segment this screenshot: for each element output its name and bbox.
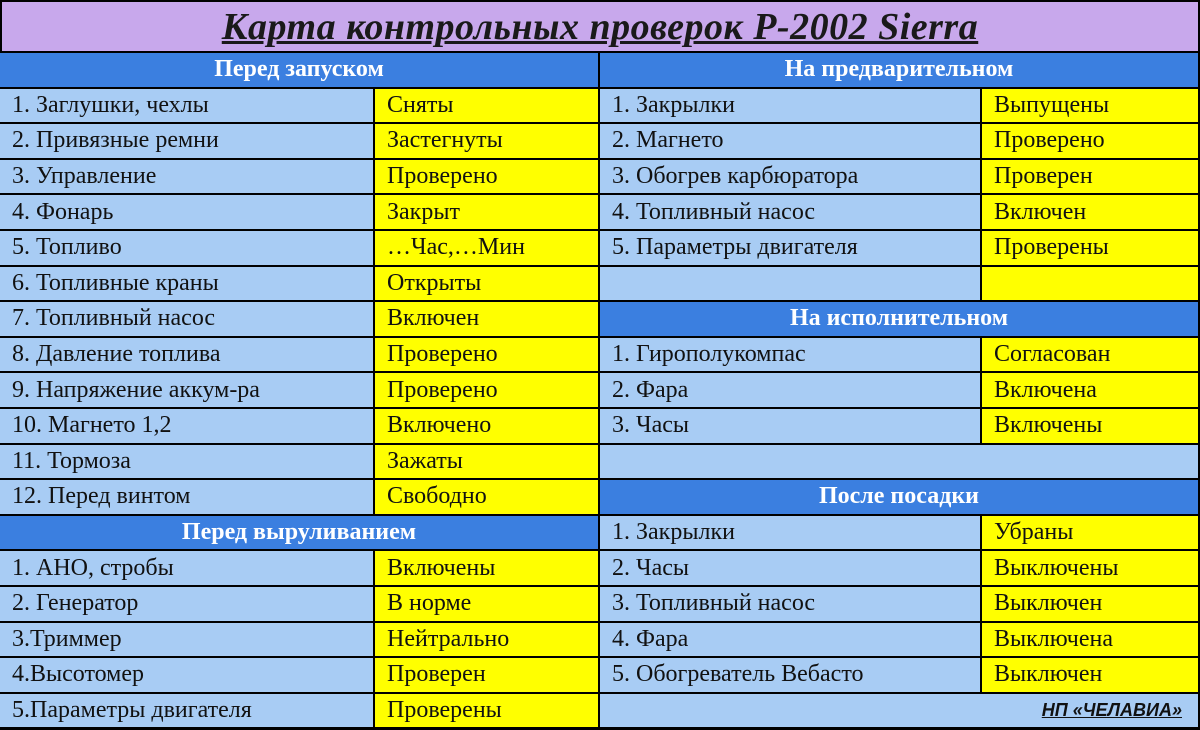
item-label: 2. Фара xyxy=(600,373,982,409)
item-value: Включена xyxy=(982,373,1200,409)
item-value: Выключен xyxy=(982,658,1200,694)
item-label: 6. Топливные краны xyxy=(0,267,375,303)
item-label: 2. Часы xyxy=(600,551,982,587)
item-value: Проверено xyxy=(982,124,1200,160)
item-label: 8. Давление топлива xyxy=(0,338,375,374)
item-value: Проверены xyxy=(375,694,600,730)
item-value: Проверено xyxy=(375,160,600,196)
item-value: Согласован xyxy=(982,338,1200,374)
organization-brand: НП «ЧЕЛАВИА» xyxy=(600,694,1200,730)
checklist-title-bar xyxy=(0,0,1200,53)
item-label: 3. Часы xyxy=(600,409,982,445)
item-label: 10. Магнето 1,2 xyxy=(0,409,375,445)
item-label: 1. Закрылки xyxy=(600,516,982,552)
item-label: 1. Закрылки xyxy=(600,89,982,125)
checklist-title: Карта контрольных проверок Р-2002 Sierra xyxy=(221,5,979,48)
item-value: Выключены xyxy=(982,551,1200,587)
item-label: 5. Параметры двигателя xyxy=(600,231,982,267)
item-value: Зажаты xyxy=(375,445,600,481)
item-value: Проверено xyxy=(375,373,600,409)
section-header-executive: На исполнительном xyxy=(600,302,1200,338)
item-label: 3. Обогрев карбюратора xyxy=(600,160,982,196)
item-label: 5. Топливо xyxy=(0,231,375,267)
item-label: 3. Управление xyxy=(0,160,375,196)
item-value: Выключен xyxy=(982,587,1200,623)
item-label: 5.Параметры двигателя xyxy=(0,694,375,730)
item-label: 4. Топливный насос xyxy=(600,195,982,231)
item-label: 4. Фара xyxy=(600,623,982,659)
item-value: Сняты xyxy=(375,89,600,125)
item-label: 2. Генератор xyxy=(0,587,375,623)
item-value: Проверен xyxy=(982,160,1200,196)
section-header-before-taxi: Перед выруливанием xyxy=(0,516,600,552)
empty-row xyxy=(600,445,1200,481)
item-value: Включен xyxy=(982,195,1200,231)
item-label: 9. Напряжение аккум-ра xyxy=(0,373,375,409)
item-value: Включены xyxy=(982,409,1200,445)
item-value: Проверен xyxy=(375,658,600,694)
section-header-before-start: Перед запуском xyxy=(0,53,600,89)
item-value: Включено xyxy=(375,409,600,445)
item-value: Свободно xyxy=(375,480,600,516)
item-value: …Час,…Мин xyxy=(375,231,600,267)
item-value: В норме xyxy=(375,587,600,623)
item-value: Застегнуты xyxy=(375,124,600,160)
item-label: 1. АНО, стробы xyxy=(0,551,375,587)
item-label: 11. Тормоза xyxy=(0,445,375,481)
item-label: 7. Топливный насос xyxy=(0,302,375,338)
item-label: 4. Фонарь xyxy=(0,195,375,231)
checklist-grid xyxy=(0,53,1200,730)
item-value: Выпущены xyxy=(982,89,1200,125)
section-header-after-landing: После посадки xyxy=(600,480,1200,516)
item-value: Закрыт xyxy=(375,195,600,231)
item-value: Включен xyxy=(375,302,600,338)
empty-value-cell xyxy=(982,267,1200,303)
item-label: 12. Перед винтом xyxy=(0,480,375,516)
section-header-preliminary: На предварительном xyxy=(600,53,1200,89)
item-value: Убраны xyxy=(982,516,1200,552)
item-value: Выключена xyxy=(982,623,1200,659)
item-label: 3.Триммер xyxy=(0,623,375,659)
item-label: 5. Обогреватель Вебасто xyxy=(600,658,982,694)
item-value: Нейтрально xyxy=(375,623,600,659)
item-label: 1. Заглушки, чехлы xyxy=(0,89,375,125)
item-label: 4.Высотомер xyxy=(0,658,375,694)
item-value: Открыты xyxy=(375,267,600,303)
item-value: Проверено xyxy=(375,338,600,374)
item-label: 2. Магнето xyxy=(600,124,982,160)
empty-cell xyxy=(600,267,982,303)
item-value: Включены xyxy=(375,551,600,587)
item-label: 3. Топливный насос xyxy=(600,587,982,623)
item-label: 1. Гирополукомпас xyxy=(600,338,982,374)
item-value: Проверены xyxy=(982,231,1200,267)
item-label: 2. Привязные ремни xyxy=(0,124,375,160)
